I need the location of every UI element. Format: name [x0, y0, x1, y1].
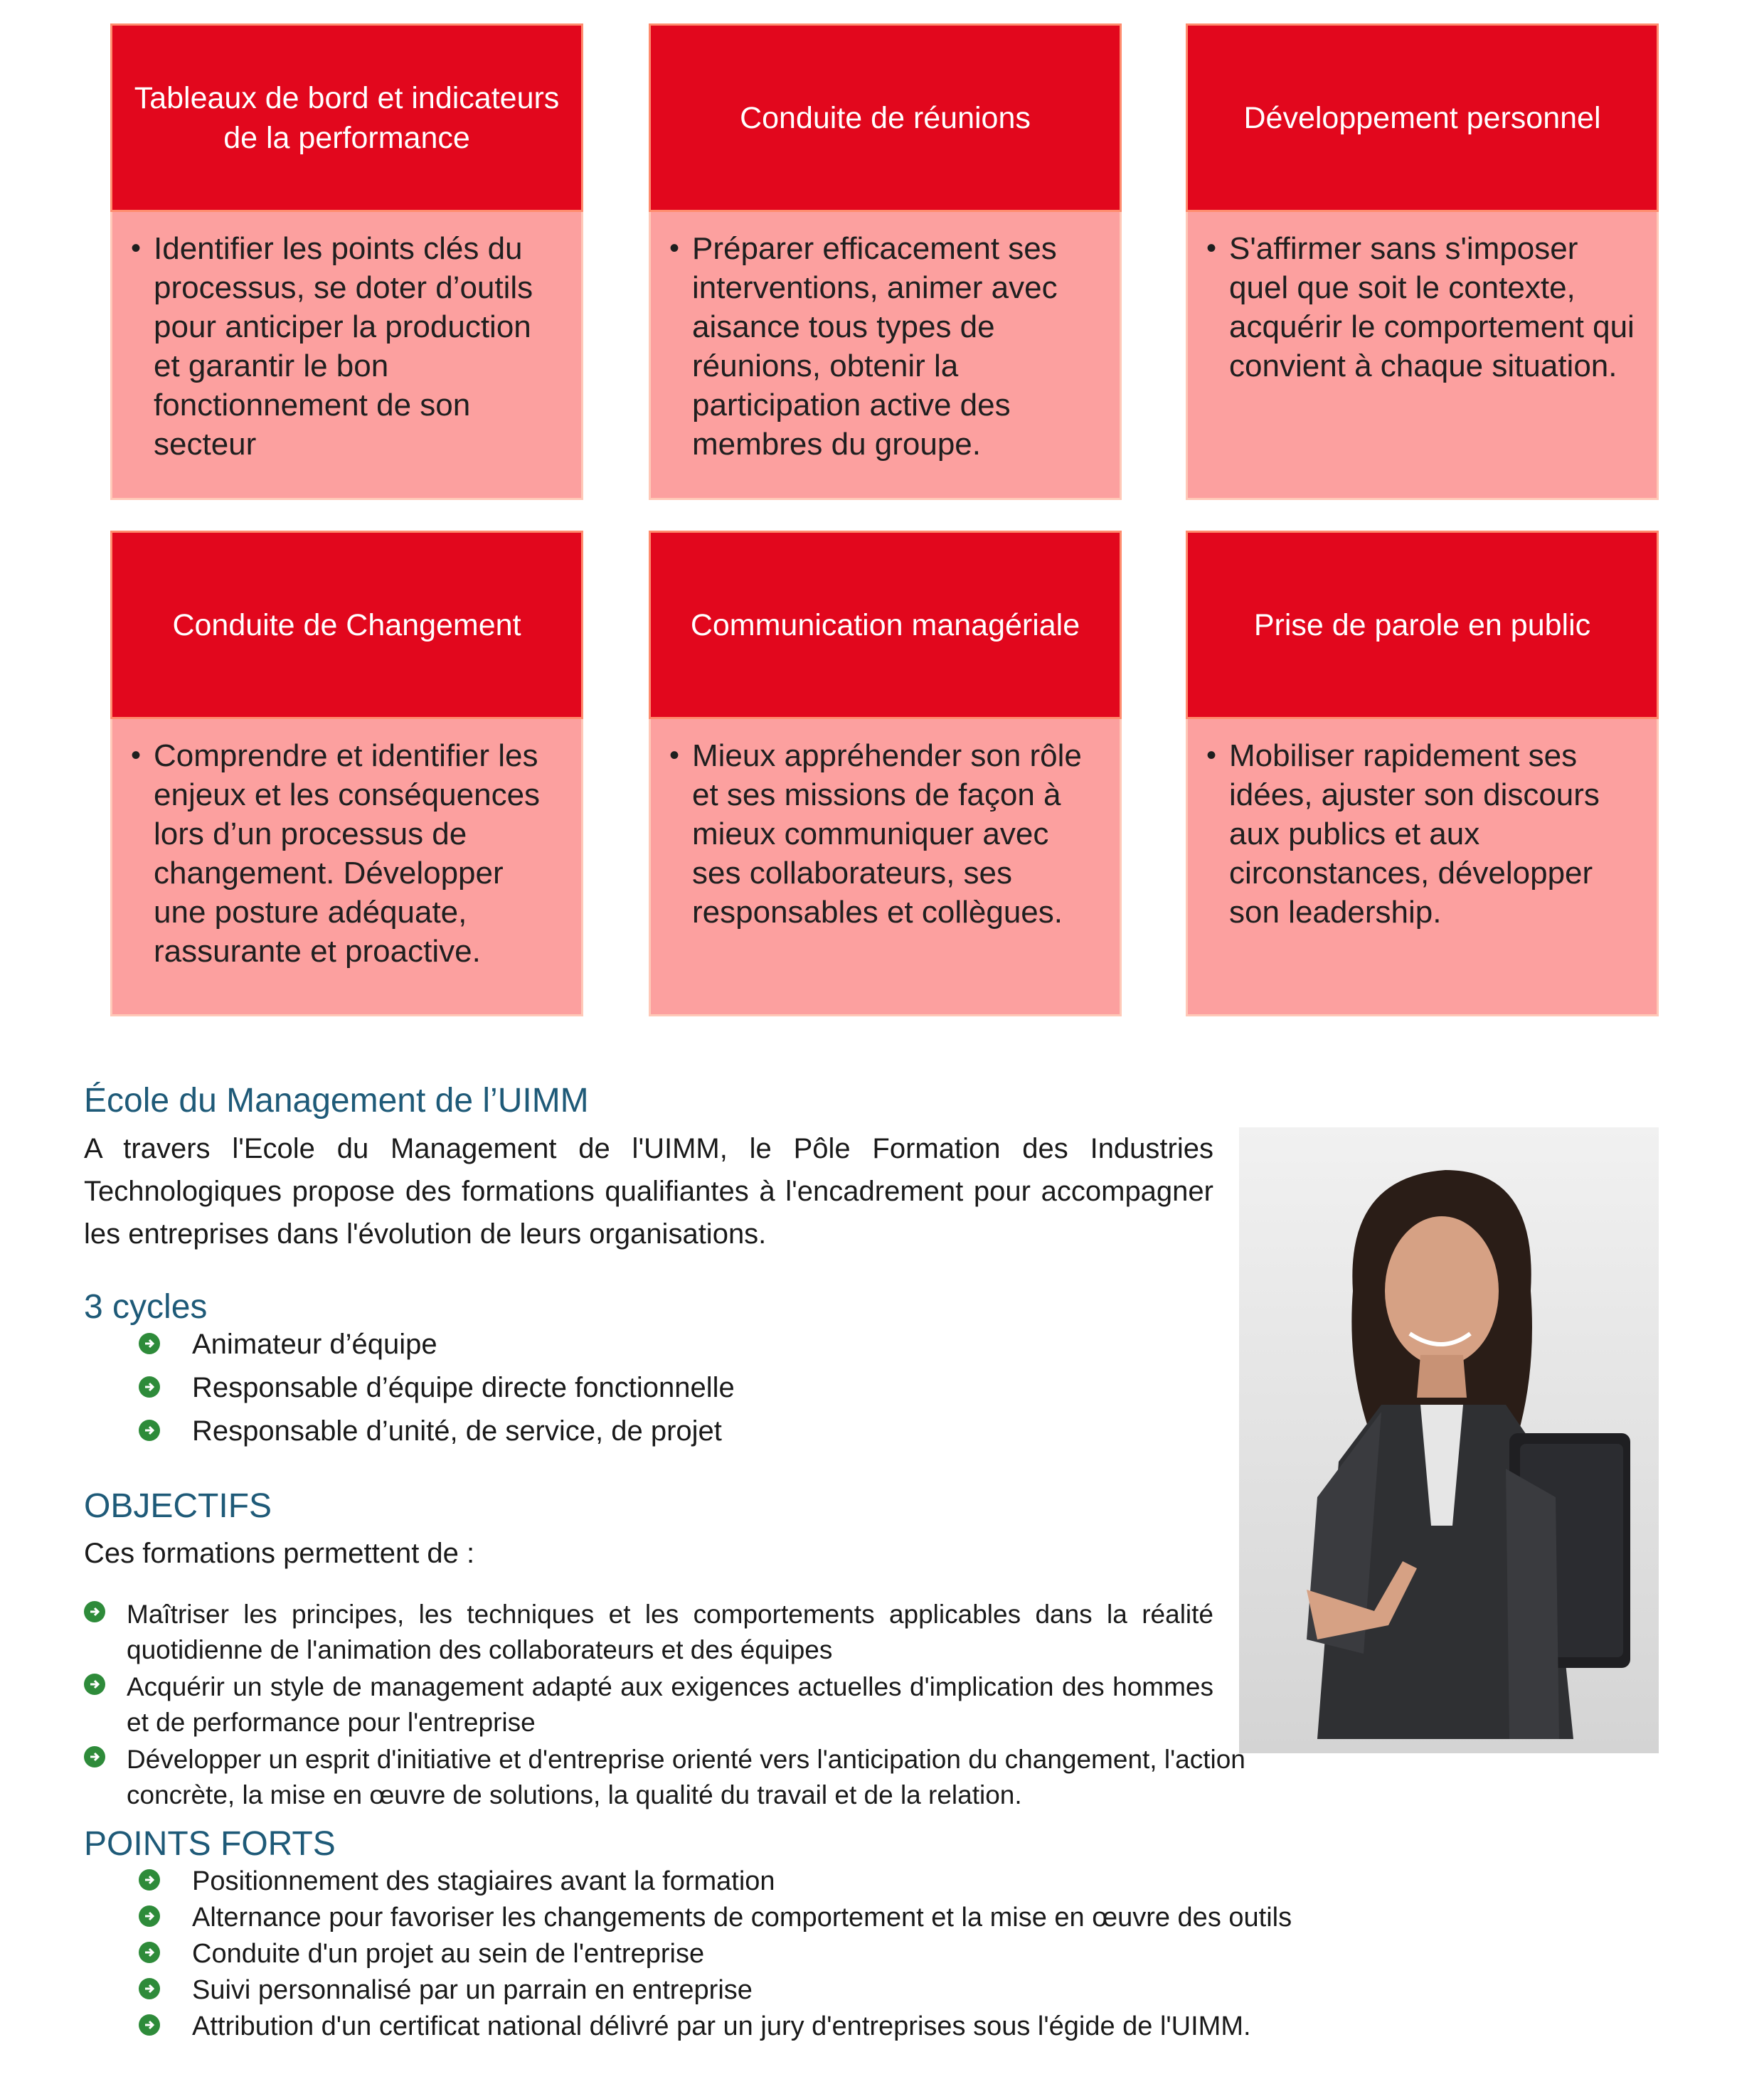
- card-text: Identifier les points clés du processus, se doter d’outils pour anticiper la production et garantir le bon fonctionnement de son secteur: [154, 231, 533, 462]
- ecole-title: École du Management de l’UIMM: [84, 1082, 589, 1120]
- card-text: Mobiliser rapidement ses idées, ajuster son discours aux publics et aux circonstances, développer son leadership.: [1229, 738, 1600, 930]
- bullet-icon: •: [131, 740, 142, 771]
- list-item-text: Positionnement des stagiaires avant la formation: [192, 1866, 775, 1896]
- list-item-text: Responsable d’équipe directe fonctionnelle: [192, 1372, 735, 1403]
- card-body: [649, 719, 1122, 1016]
- points-forts-title: POINTS FORTS: [84, 1825, 336, 1863]
- list-item: [84, 1669, 1213, 1740]
- list-item-text: Acquérir un style de management adapté aux exigences actuelles d'implication des hommes et de performance pour l'entreprise: [127, 1672, 1213, 1737]
- card-title: Communication managériale: [649, 531, 1122, 719]
- list-item-text: Maîtriser les principes, les techniques et les comportements applicables dans la réalité quotidienne de l'animation des collaborateurs et des équipes: [127, 1600, 1213, 1664]
- bullet-icon: •: [669, 233, 680, 264]
- list-item-text: Alternance pour favoriser les changements de comportement et la mise en œuvre des outils: [192, 1903, 1292, 1933]
- arrow-right-icon: [139, 2014, 160, 2036]
- card-title: Développement personnel: [1186, 23, 1659, 212]
- card-text: Comprendre et identifier les enjeux et les conséquences lors d’un processus de changement. Développer une posture adéquate, rassurante et proactive.: [154, 738, 541, 969]
- list-item-text: Développer un esprit d'initiative et d'entreprise orienté vers l'anticipation du changement, l'action concrète, la mise en œuvre de solutions, la qualité du travail et de la relation.: [127, 1745, 1245, 1809]
- objectifs-title: OBJECTIFS: [84, 1487, 272, 1525]
- list-item: [139, 1866, 1292, 1903]
- card-tableaux-de-bord: [110, 23, 583, 500]
- list-item-text: Animateur d’équipe: [192, 1329, 437, 1360]
- arrow-right-icon: [139, 1333, 160, 1354]
- arrow-right-icon: [139, 1376, 160, 1398]
- card-body: [1186, 212, 1659, 500]
- list-item: [84, 1597, 1213, 1668]
- card-body: [110, 719, 583, 1016]
- list-item-text: Conduite d'un projet au sein de l'entreprise: [192, 1939, 705, 1969]
- points-forts-list: [139, 1866, 1292, 2048]
- arrow-right-icon: [139, 1869, 160, 1891]
- bullet-icon: •: [1206, 740, 1217, 771]
- card-developpement-personnel: [1186, 23, 1659, 500]
- list-item-text: Attribution d'un certificat national délivré par un jury d'entreprises sous l'égide de l'UIMM.: [192, 2011, 1251, 2041]
- card-prise-de-parole: [1186, 531, 1659, 1016]
- arrow-right-icon: [139, 1420, 160, 1441]
- card-title: Conduite de réunions: [649, 23, 1122, 212]
- card-communication-manageriale: [649, 531, 1122, 1016]
- arrow-right-icon: [139, 1978, 160, 1999]
- businesswoman-photo: [1239, 1127, 1659, 1753]
- card-title: Conduite de Changement: [110, 531, 583, 719]
- list-item: [84, 1742, 1357, 1813]
- card-title: Prise de parole en public: [1186, 531, 1659, 719]
- card-body: [1186, 719, 1659, 1016]
- list-item-text: Responsable d’unité, de service, de projet: [192, 1415, 722, 1447]
- list-item: [139, 1975, 1292, 2011]
- card-text: Mieux appréhender son rôle et ses missions de façon à mieux communiquer avec ses collaborateurs, ses responsables et collègues.: [692, 738, 1082, 930]
- list-item: [139, 2011, 1292, 2048]
- list-item-text: Suivi personnalisé par un parrain en entreprise: [192, 1975, 753, 2005]
- arrow-right-icon: [139, 1905, 160, 1927]
- bullet-icon: •: [669, 740, 680, 771]
- list-item: [139, 1939, 1292, 1975]
- objectifs-list: [84, 1597, 1245, 1813]
- card-text: S'affirmer sans s'imposer quel que soit le contexte, acquérir le comportement qui convient à chaque situation.: [1229, 231, 1635, 383]
- card-body: [649, 212, 1122, 500]
- arrow-right-icon: [139, 1942, 160, 1963]
- arrow-right-icon: [84, 1746, 105, 1767]
- list-item: [139, 1903, 1292, 1939]
- card-title: Tableaux de bord et indicateurs de la performance: [110, 23, 583, 212]
- bullet-icon: •: [1206, 233, 1217, 264]
- arrow-right-icon: [84, 1601, 105, 1622]
- arrow-right-icon: [84, 1674, 105, 1695]
- card-body: [110, 212, 583, 500]
- list-item: [139, 1329, 735, 1372]
- list-item: [139, 1372, 735, 1415]
- ecole-paragraph: A travers l'Ecole du Management de l'UIMM, le Pôle Formation des Industries Technologiques propose des formations qualifiantes à l'encadrement pour accompagner les entreprises dans l'évolution de leurs organisations.: [84, 1133, 1213, 1250]
- bullet-icon: •: [131, 233, 142, 264]
- objectifs-intro: Ces formations permettent de :: [84, 1538, 475, 1569]
- card-conduite-changement: [110, 531, 583, 1016]
- cycles-list: [139, 1329, 735, 1459]
- card-conduite-reunions: [649, 23, 1122, 500]
- card-text: Préparer efficacement ses interventions, animer avec aisance tous types de réunions, obtenir la participation active des membres du groupe.: [692, 231, 1058, 462]
- cycles-title: 3 cycles: [84, 1288, 208, 1326]
- list-item: [139, 1415, 735, 1459]
